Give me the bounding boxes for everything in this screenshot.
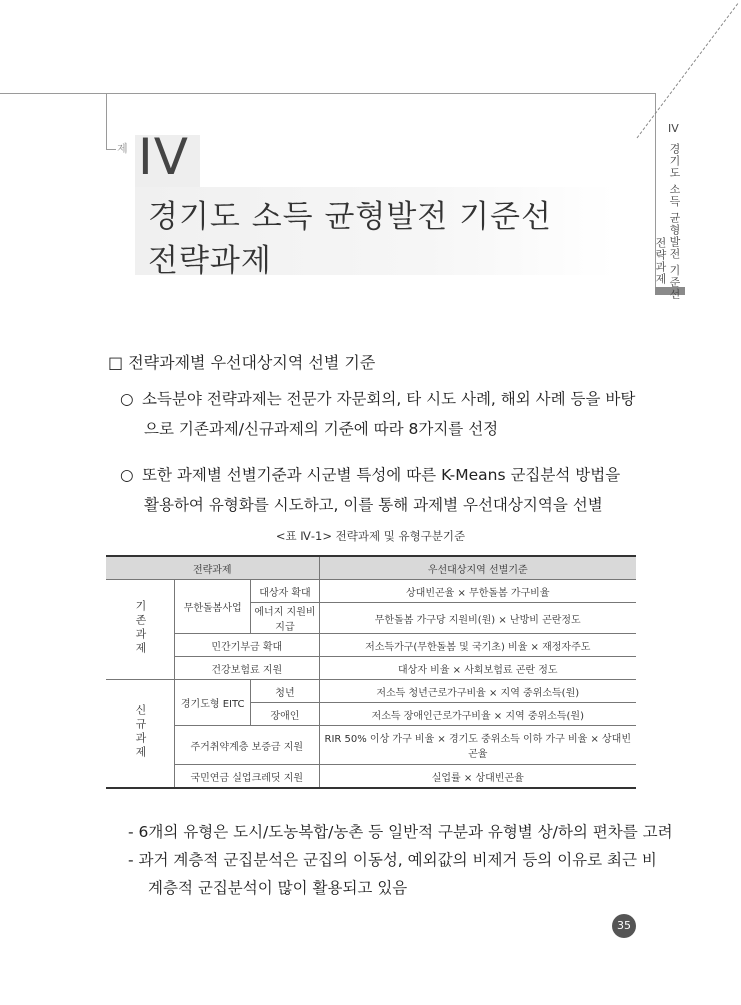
table-cell: 대상자 확대 [251, 580, 319, 603]
table-cell: RIR 50% 이상 가구 비율 × 경기도 중위소득 이하 가구 비율 × 상대빈곤율 [319, 726, 636, 765]
table-row [106, 680, 636, 703]
title-bracket-line [106, 93, 107, 149]
table-header-row [106, 556, 636, 580]
paragraph-1 [120, 384, 640, 444]
table-caption: <표 Ⅳ-1> 전략과제 및 유형구분기준 [275, 529, 466, 543]
table-cell: 상대빈곤율 × 무한돌봄 가구비율 [319, 580, 636, 603]
note-2-line1: 과거 계층적 군집분석은 군집의 이동성, 예외값의 비제거 등의 이유로 최근 비 [138, 851, 657, 869]
table-cell: 실업률 × 상대빈곤율 [319, 765, 636, 789]
dash-bullet: - [128, 823, 134, 841]
side-tab-subtitle: 전략과제 [654, 237, 667, 285]
paragraph-2-line2: 활용하여 유형화를 시도하고, 이를 통해 과제별 우선대상지역을 선별 [144, 496, 603, 514]
strategy-table [106, 555, 636, 789]
note-2 [128, 846, 657, 874]
chapter-title-line2: 전략과제 [148, 243, 272, 279]
page-number: 35 [612, 914, 636, 938]
group-label-existing: 기존과제 [106, 580, 175, 680]
header-rule [0, 93, 655, 94]
chapter-number: IV [138, 128, 189, 186]
title-bracket-tick [106, 149, 116, 150]
table-cell: 저소득 장애인근로가구비율 × 지역 중위소득(원) [319, 703, 636, 726]
table-cell: 대상자 비율 × 사회보험료 곤란 정도 [319, 657, 636, 680]
table-cell: 무한돌봄사업 [175, 580, 251, 634]
paragraph-2-line1: 또한 과제별 선별기준과 시군별 특성에 따른 K-Means 군집분석 방법을 [142, 466, 621, 484]
corner-diagonal-line [635, 0, 741, 140]
table-header-cell: 우선대상지역 선별기준 [319, 556, 636, 580]
paragraph-1-line2: 으로 기존과제/신규과제의 기준에 따라 8가지를 선정 [144, 420, 499, 438]
table-cell: 청년 [251, 680, 319, 703]
table-row [106, 765, 636, 789]
note-1 [128, 818, 673, 846]
group-label-new: 신규과제 [106, 680, 175, 789]
note-2-line2: 계층적 군집분석이 많이 활용되고 있음 [148, 879, 408, 897]
table-cell: 주거취약계층 보증금 지원 [175, 726, 320, 765]
note-1-text: 6개의 유형은 도시/도농복합/농촌 등 일반적 구분과 유형별 상/하의 편차를 고려 [138, 823, 673, 841]
table-cell: 경기도형 EITC [175, 680, 251, 726]
table-cell: 장애인 [251, 703, 319, 726]
paragraph-2 [120, 460, 640, 520]
side-tab-chapter: IV [668, 122, 679, 135]
section-heading: □ 전략과제별 우선대상지역 선별 기준 [108, 353, 376, 372]
table-cell: 건강보험료 지원 [175, 657, 320, 680]
table-row [106, 657, 636, 680]
table-row [106, 634, 636, 657]
side-tab-title: 경기도 소득 균형발전 기준선 [668, 143, 681, 301]
table-cell: 저소득가구(무한돌봄 및 국기초) 비율 × 재정자주도 [319, 634, 636, 657]
table-header-cell: 전략과제 [106, 556, 319, 580]
bullet-circle: ○ [120, 390, 134, 408]
chapter-title-line1: 경기도 소득 균형발전 기준선 [148, 199, 552, 235]
chapter-prefix: 제 [117, 142, 128, 155]
table-cell: 국민연금 실업크레딧 지원 [175, 765, 320, 789]
dash-bullet: - [128, 851, 134, 869]
paragraph-1-line1: 소득분야 전략과제는 전문가 자문회의, 타 시도 사례, 해외 사례 등을 바탕 [142, 390, 636, 408]
table-row [106, 580, 636, 603]
bullet-circle: ○ [120, 466, 134, 484]
table-row [106, 726, 636, 765]
table-cell: 에너지 지원비 지급 [251, 603, 319, 634]
table-cell: 민간기부금 확대 [175, 634, 320, 657]
table-cell: 무한돌봄 가구당 지원비(원) × 난방비 곤란정도 [319, 603, 636, 634]
table-cell: 저소득 청년근로가구비율 × 지역 중위소득(원) [319, 680, 636, 703]
